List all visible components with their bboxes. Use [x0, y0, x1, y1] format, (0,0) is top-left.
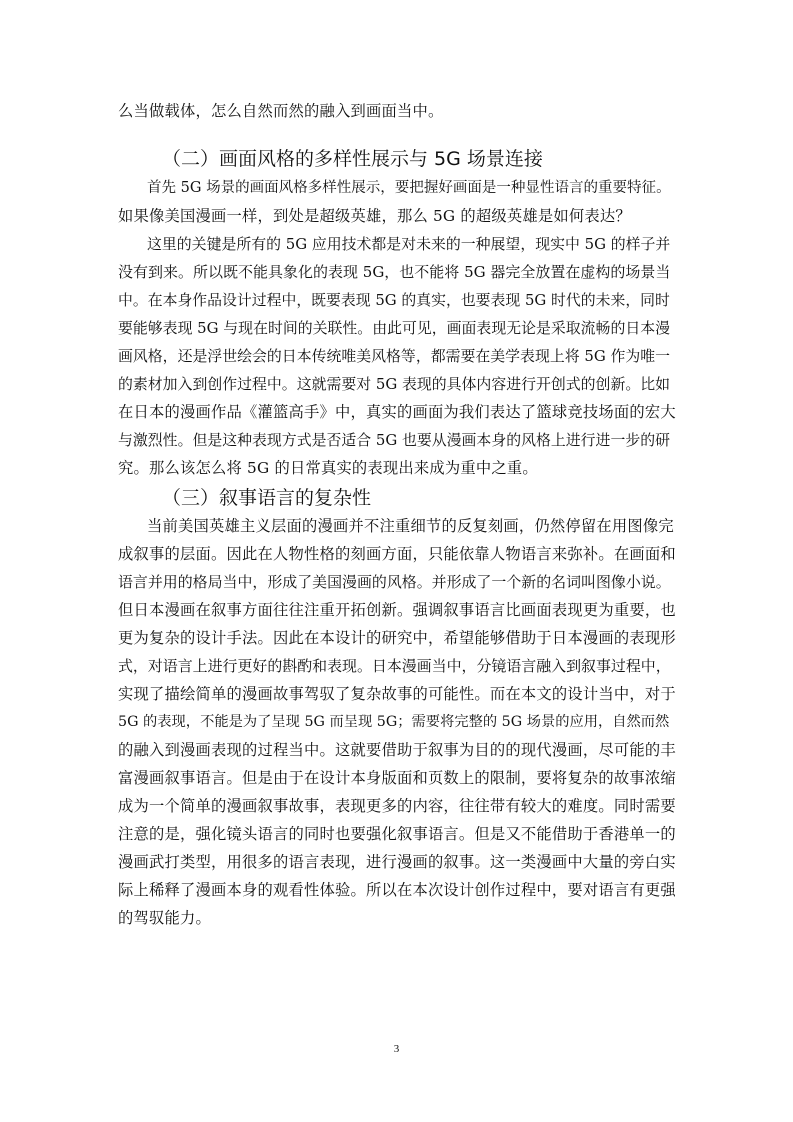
paragraph-line: 际上稀释了漫画本身的观看性体验。所以在本次设计创作过程中，要对语言有更强 — [118, 881, 676, 899]
paragraph-line: 实现了描绘简单的漫画故事驾驭了复杂故事的可能性。而在本文的设计当中，对于 — [118, 685, 676, 703]
paragraph-line: 更为复杂的设计手法。因此在本设计的研究中，希望能够借助于日本漫画的表现形 — [118, 629, 676, 647]
paragraph-line: 要能够表现 5G 与现在时间的关联性。由此可见，画面表现无论是采取流畅的日本漫 — [118, 319, 671, 337]
paragraph-line: 没有到来。所以既不能具象化的表现 5G，也不能将 5G 器完全放置在虚构的场景当 — [118, 263, 671, 281]
paragraph-line: 在日本的漫画作品《灌篮高手》中，真实的画面为我们表达了篮球竞技场面的宏大 — [118, 403, 676, 421]
paragraph-line: 富漫画叙事语言。但是由于在设计本身版面和页数上的限制，要将复杂的故事浓缩 — [118, 769, 676, 787]
paragraph-line: 首先 5G 场景的画面风格多样性展示，要把握好画面是一种显性语言的重要特征。 — [147, 180, 671, 196]
paragraph-line: 当前美国英雄主义层面的漫画并不注重细节的反复刻画，仍然停留在用图像完 — [147, 517, 674, 535]
paragraph-line: 的融入到漫画表现的过程当中。这就要借助于叙事为目的的现代漫画，尽可能的丰 — [118, 741, 676, 759]
paragraph-line: 注意的是，强化镜头语言的同时也要强化叙事语言。但是又不能借助于香港单一的 — [118, 825, 676, 843]
paragraph-line: 漫画武打类型，用很多的语言表现，进行漫画的叙事。这一类漫画中大量的旁白实 — [118, 853, 676, 871]
paragraph-line: 与激烈性。但是这种表现方式是否适合 5G 也要从漫画本身的风格上进行进一步的研 — [118, 431, 671, 449]
paragraph-line: 但日本漫画在叙事方面往往注重开拓创新。强调叙事语言比画面表现更为重要，也 — [118, 601, 676, 619]
section-heading-2: （二）画面风格的多样性展示与 5G 场景连接 — [162, 148, 543, 170]
paragraph-line: 的素材加入到创作过程中。这就需要对 5G 表现的具体内容进行开创式的创新。比如 — [118, 375, 671, 393]
paragraph-line: 究。那么该怎么将 5G 的日常真实的表现出来成为重中之重。 — [118, 459, 538, 477]
section-heading-3: （三）叙事语言的复杂性 — [162, 487, 372, 509]
page-number: 3 — [393, 1043, 400, 1055]
paragraph-line: 的驾驭能力。 — [118, 909, 211, 927]
paragraph-line: 这里的关键是所有的 5G 应用技术都是对未来的一种展望，现实中 5G 的样子并 — [147, 235, 671, 253]
paragraph-line: 么当做载体，怎么自然而然的融入到画面当中。 — [118, 102, 444, 120]
paragraph-line: 成为一个简单的漫画叙事故事，表现更多的内容，往往带有较大的难度。同时需要 — [118, 797, 676, 815]
paragraph-line: 语言并用的格局当中，形成了美国漫画的风格。并形成了一个新的名词叫图像小说。 — [118, 573, 671, 591]
paragraph-line: 成叙事的层面。因此在人物性格的刻画方面，只能依靠人物语言来弥补。在画面和 — [118, 545, 676, 563]
paragraph-line: 画风格，还是浮世绘会的日本传统唯美风格等，都需要在美学表现上将 5G 作为唯一 — [118, 347, 671, 365]
paragraph-line: 5G 的表现，不能是为了呈现 5G 而呈现 5G；需要将完整的 5G 场景的应用，自然而然 — [118, 714, 670, 730]
paragraph-line: 式，对语言上进行更好的斟酌和表现。日本漫画当中，分镜语言融入到叙事过程中， — [118, 657, 671, 675]
paragraph-line: 如果像美国漫画一样，到处是超级英雄，那么 5G 的超级英雄是如何表达？ — [118, 207, 631, 225]
paragraph-line: 中。在本身作品设计过程中，既要表现 5G 的真实，也要表现 5G 时代的未来，同时 — [118, 291, 670, 309]
